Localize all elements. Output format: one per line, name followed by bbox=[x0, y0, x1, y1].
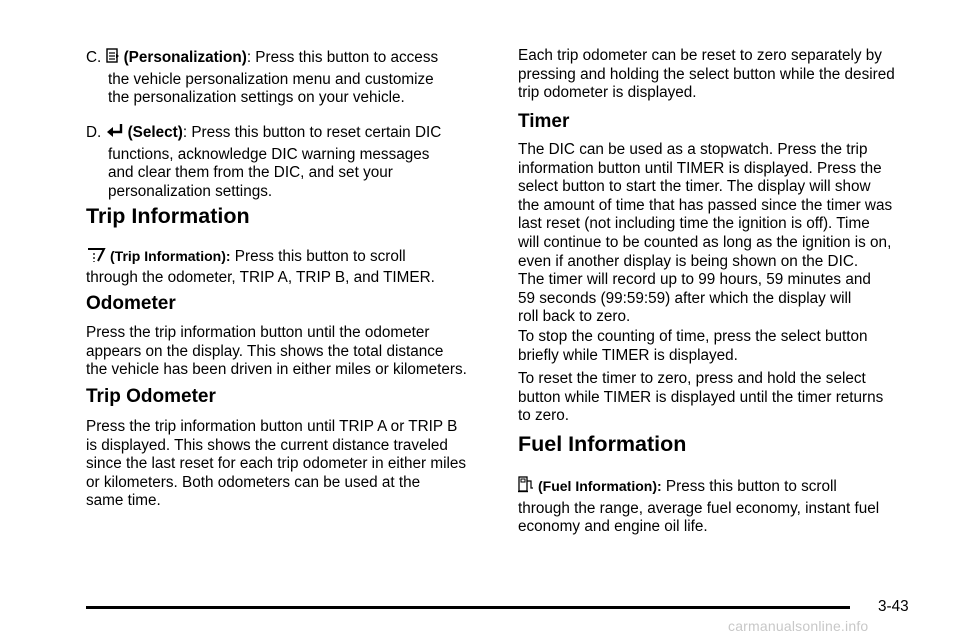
odometer-heading: Odometer bbox=[86, 293, 176, 314]
timer-paragraph-2 bbox=[518, 328, 938, 365]
trip-info-lead bbox=[86, 247, 496, 267]
timer-p1-line-2: information button until TIMER is displayed. Press the bbox=[518, 159, 882, 177]
item-d-text: : Press this button to reset certain DIC bbox=[182, 124, 442, 141]
fuel-information-item bbox=[518, 475, 938, 537]
trip-info-text: Press this button to scroll bbox=[230, 248, 406, 265]
timer-p1-line-5: last reset (not including time the ignition is off). Time bbox=[518, 215, 870, 233]
trip-info-label: (Trip Information): bbox=[110, 248, 231, 264]
timer-p1-line-9: 59 seconds (99:59:59) after which the display will bbox=[518, 289, 852, 307]
fuel-pump-icon bbox=[518, 475, 534, 493]
trip-odometer-line-3: since the last reset for each trip odometer in either miles bbox=[86, 455, 467, 473]
timer-paragraph-3 bbox=[518, 370, 938, 426]
item-d-line-1: functions, acknowledge DIC warning messages bbox=[108, 145, 430, 163]
item-c-label: (Personalization) bbox=[123, 49, 247, 66]
item-c-personalization bbox=[86, 48, 496, 108]
intro-line-2: pressing and holding the select button while the desired bbox=[518, 65, 895, 83]
footer-rule bbox=[86, 606, 850, 609]
fuel-info-line-2: economy and engine oil life. bbox=[518, 518, 708, 536]
page-number: 3-43 bbox=[878, 598, 909, 615]
trip-odometer-line-4: or kilometers. Both odometers can be used at the bbox=[86, 473, 421, 491]
select-enter-icon bbox=[106, 123, 124, 139]
item-d-prefix: D. bbox=[86, 124, 102, 141]
trip-odometer-line-1: Press the trip information button until TRIP A or TRIP B bbox=[86, 418, 458, 435]
timer-p3-line-2: button while TIMER is displayed until the timer returns bbox=[518, 388, 884, 406]
item-c-text: : Press this button to access bbox=[246, 49, 439, 66]
timer-p1-line-7: even if another display is being shown on the DIC. bbox=[518, 252, 859, 270]
fuel-info-label: (Fuel Information): bbox=[538, 478, 662, 494]
trip-info-line-2: through the odometer, TRIP A, TRIP B, and TIMER. bbox=[86, 268, 435, 286]
timer-p1-line-6: will continue to be counted as long as the ignition is on, bbox=[518, 233, 892, 251]
timer-paragraph-1 bbox=[518, 141, 938, 327]
trip-reset-paragraph bbox=[518, 47, 938, 103]
item-c-lead bbox=[86, 48, 496, 68]
trip-odometer-paragraph bbox=[86, 418, 506, 511]
fuel-information-heading: Fuel Information bbox=[518, 432, 687, 456]
intro-line-1: Each trip odometer can be reset to zero separately by bbox=[518, 47, 882, 64]
trip-odometer-icon bbox=[86, 247, 106, 263]
trip-odometer-line-5: same time. bbox=[86, 492, 161, 510]
item-d-line-2: and clear them from the DIC, and set your bbox=[108, 164, 393, 182]
item-c-line-2: the personalization settings on your vehicle. bbox=[108, 89, 405, 107]
item-c-line-1: the vehicle personalization menu and customize bbox=[108, 70, 434, 88]
item-d-line-3: personalization settings. bbox=[108, 182, 273, 200]
timer-p2-line-1: To stop the counting of time, press the select button bbox=[518, 328, 868, 345]
timer-p1-line-3: select button to start the timer. The display will show bbox=[518, 178, 871, 196]
trip-information-heading: Trip Information bbox=[86, 204, 250, 228]
timer-p1-line-8: The timer will record up to 99 hours, 59 minutes and bbox=[518, 271, 871, 289]
odometer-line-3: the vehicle has been driven in either miles or kilometers. bbox=[86, 361, 467, 379]
fuel-info-text: Press this button to scroll bbox=[661, 478, 837, 495]
watermark: carmanualsonline.info bbox=[728, 618, 869, 634]
odometer-line-1: Press the trip information button until the odometer bbox=[86, 324, 430, 341]
fuel-info-line-1: through the range, average fuel economy, instant fuel bbox=[518, 499, 880, 517]
timer-p3-line-3: to zero. bbox=[518, 407, 570, 425]
timer-heading: Timer bbox=[518, 111, 570, 132]
timer-p1-line-4: the amount of time that has passed since the timer was bbox=[518, 196, 893, 214]
timer-p3-line-1: To reset the timer to zero, press and hold the select bbox=[518, 370, 866, 387]
intro-line-3: trip odometer is displayed. bbox=[518, 84, 697, 102]
personalization-icon bbox=[106, 48, 120, 64]
fuel-info-lead bbox=[518, 475, 938, 497]
item-d-label: (Select) bbox=[127, 124, 183, 141]
odometer-paragraph bbox=[86, 324, 506, 380]
item-c-prefix: C. bbox=[86, 49, 102, 66]
trip-odometer-heading: Trip Odometer bbox=[86, 386, 216, 407]
item-d-select bbox=[86, 123, 496, 201]
odometer-line-2: appears on the display. This shows the total distance bbox=[86, 342, 444, 360]
timer-p1-line-10: roll back to zero. bbox=[518, 308, 631, 326]
timer-p1-line-1: The DIC can be used as a stopwatch. Press the trip bbox=[518, 141, 868, 158]
timer-p2-line-2: briefly while TIMER is displayed. bbox=[518, 346, 738, 364]
trip-odometer-line-2: is displayed. This shows the current distance traveled bbox=[86, 436, 448, 454]
trip-information-item bbox=[86, 247, 496, 287]
item-d-lead bbox=[86, 123, 496, 143]
